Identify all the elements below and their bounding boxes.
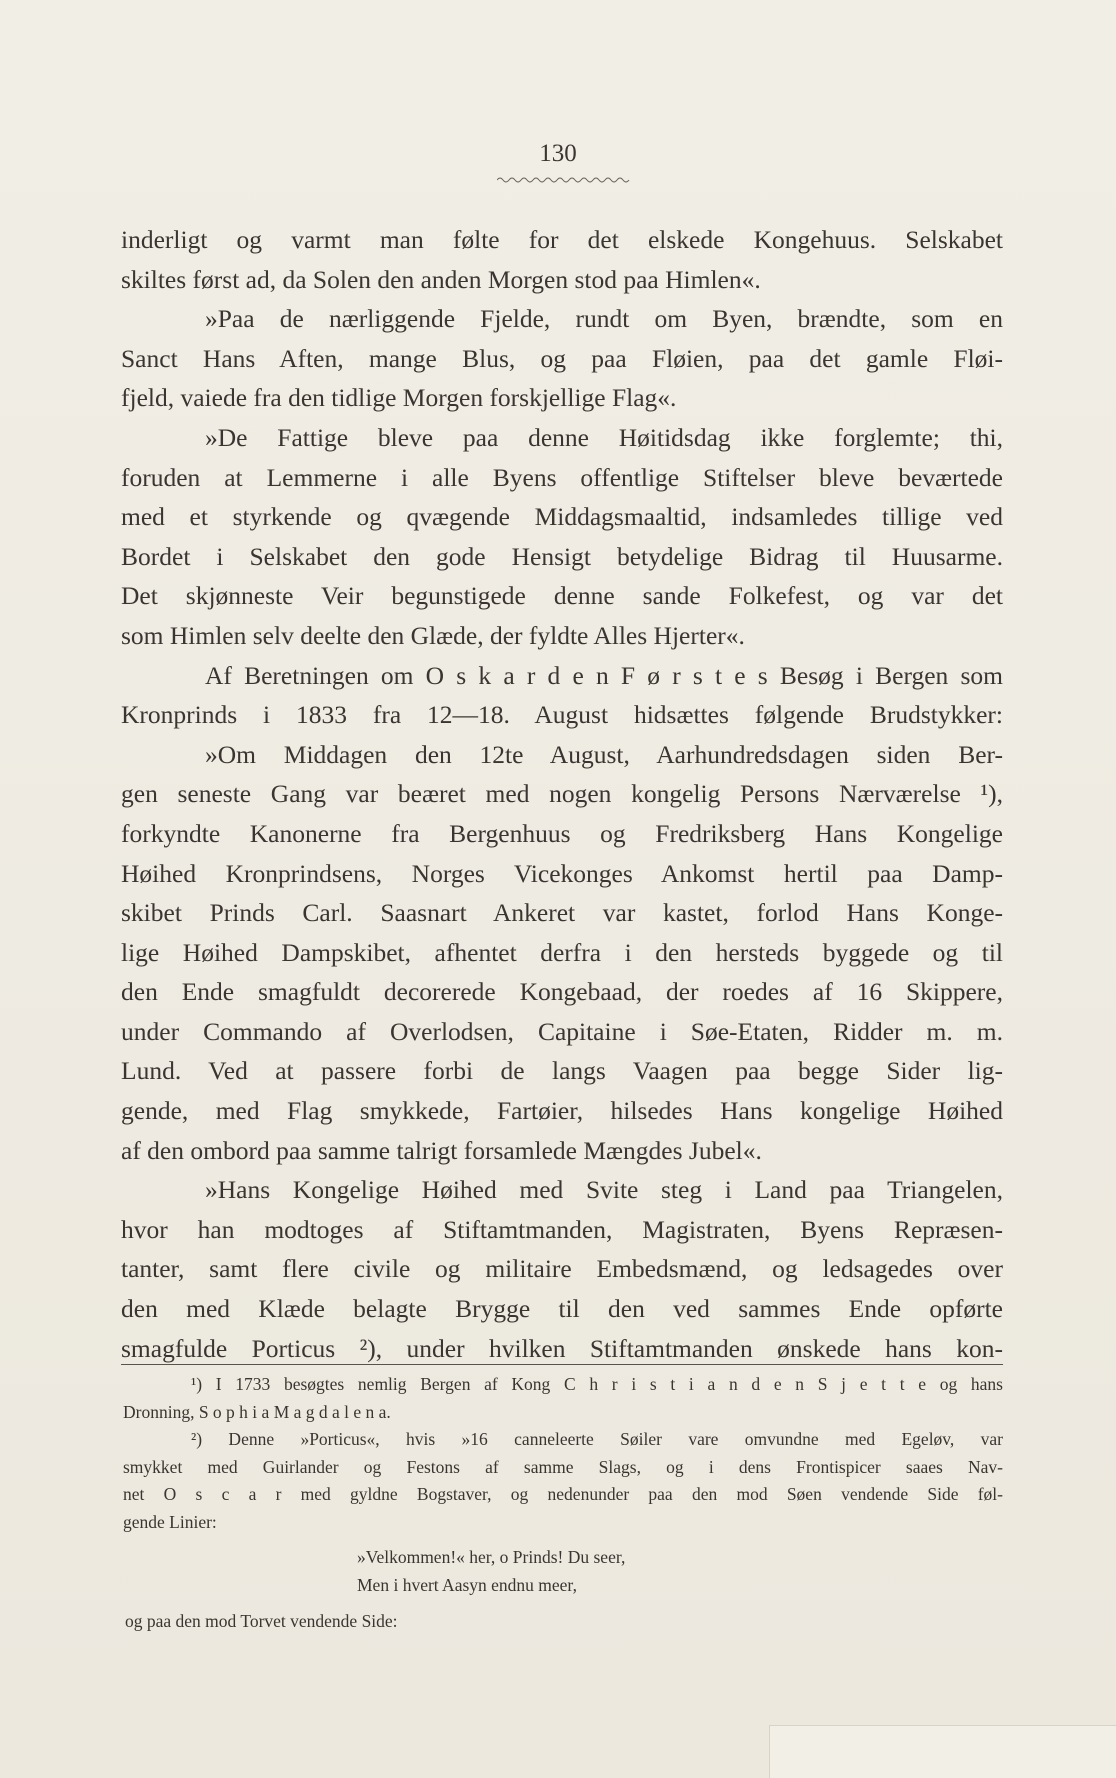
footnote-closing-line: og paa den mod Torvet vendende Side: (125, 1611, 398, 1631)
text-line: som Himlen selv deelte den Glæde, der fyldte Alles Hjerter«. (121, 620, 745, 650)
text-line: smagfulde Porticus ²), under hvilken Stiftamtmanden ønskede hans kon- (121, 1333, 1003, 1363)
text-line: hvor han modtoges af Stiftamtmanden, Magistraten, Byens Repræsen- (121, 1214, 1003, 1244)
text-line: Lund. Ved at passere forbi de langs Vaagen paa begge Sider lig- (121, 1056, 1003, 1086)
verse-line: »Velkommen!« her, o Prinds! Du seer, (357, 1547, 626, 1567)
text-line: Bordet i Selskabet den gode Hensigt betydelige Bidrag til Huusarme. (121, 541, 1003, 571)
text-line: skiltes først ad, da Solen den anden Morgen stod paa Himlen«. (121, 264, 761, 294)
text-line: under Commando af Overlodsen, Capitaine i Søe-Etaten, Ridder m. m. (121, 1016, 1003, 1046)
text-line: tanter, samt flere civile og militaire Embedsmænd, og ledsagedes over (121, 1254, 1003, 1284)
footnote-line: ¹) I 1733 besøgtes nemlig Bergen af Kong C h r i s t i a n d e n S j e t t e og hans (191, 1374, 1003, 1394)
footnotes (123, 1371, 1003, 1536)
text-line: »Paa de nærliggende Fjelde, rundt om Byen, brændte, som en (205, 304, 1003, 334)
text-line: »Om Middagen den 12te August, Aarhundredsdagen siden Ber- (205, 739, 1003, 769)
text-line: skibet Prinds Carl. Saasnart Ankeret var kastet, forlod Hans Konge- (121, 898, 1003, 928)
text-line: gende, med Flag smykkede, Fartøier, hilsedes Hans kongelige Høihed (121, 1096, 1003, 1126)
text-line: inderligt og varmt man følte for det elskede Kongehuus. Selskabet (121, 225, 1003, 254)
text-line: »Hans Kongelige Høihed med Svite steg i Land paa Triangelen, (205, 1175, 1003, 1205)
text-line: Af Beretningen om O s k a r d e n F ø r s t e s Besøg i Bergen som (205, 660, 1003, 690)
footnote-line: net O s c a r med gyldne Bogstaver, og nedenunder paa den mod Søen vendende Side føl- (123, 1484, 1003, 1504)
scan-edge (769, 1725, 1116, 1778)
footnote-verse (357, 1544, 625, 1599)
body-text (121, 220, 1003, 1368)
text-line: Det skjønneste Veir begunstigede denne sande Folkefest, og var det (121, 581, 1003, 611)
footnote-line: Dronning, S o p h i a M a g d a l e n a. (123, 1401, 391, 1422)
text-line: »De Fattige bleve paa denne Høitidsdag ikke forglemte; thi, (205, 422, 1003, 452)
text-line: fjeld, vaiede fra den tidlige Morgen forskjellige Flag«. (121, 383, 677, 413)
text-line: af den ombord paa samme talrigt forsamlede Mængdes Jubel«. (121, 1135, 762, 1165)
footnote-line: gende Linier: (123, 1511, 217, 1532)
wavy-ornament (497, 176, 631, 184)
text-line: den med Klæde belagte Brygge til den ved sammes Ende opførte (121, 1294, 1003, 1324)
verse-line: Men i hvert Aasyn endnu meer, (357, 1574, 577, 1595)
text-line: den Ende smagfuldt decorerede Kongebaad, der roedes af 16 Skippere, (121, 977, 1003, 1007)
text-line: foruden at Lemmerne i alle Byens offentlige Stiftelser bleve beværtede (121, 462, 1003, 492)
text-line: forkyndte Kanonerne fra Bergenhuus og Fredriksberg Hans Kongelige (121, 818, 1003, 848)
footnote-divider (121, 1364, 1003, 1365)
footnote-line: ²) Denne »Porticus«, hvis »16 canneleerte Søiler vare omvundne med Egeløv, var (191, 1429, 1003, 1449)
text-line: Høihed Kronprindsens, Norges Vicekonges Ankomst hertil paa Damp- (121, 858, 1003, 888)
footnote-closing (125, 1608, 398, 1636)
text-line: lige Høihed Dampskibet, afhentet derfra i den hersteds byggede og til (121, 937, 1003, 967)
footnote-line: smykket med Guirlander og Festons af samme Slags, og i dens Frontispicer saaes Nav- (123, 1456, 1003, 1477)
text-line: med et styrkende og qvægende Middagsmaaltid, indsamledes tillige ved (121, 502, 1003, 532)
text-line: Sanct Hans Aften, mange Blus, og paa Fløien, paa det gamle Fløi- (121, 343, 1003, 373)
page-number: 130 (539, 140, 577, 167)
text-line: gen seneste Gang var beæret med nogen kongelig Persons Nærværelse ¹), (121, 779, 1003, 809)
text-line: Kronprinds i 1833 fra 12—18. August hidsættes følgende Brudstykker: (121, 700, 1003, 730)
